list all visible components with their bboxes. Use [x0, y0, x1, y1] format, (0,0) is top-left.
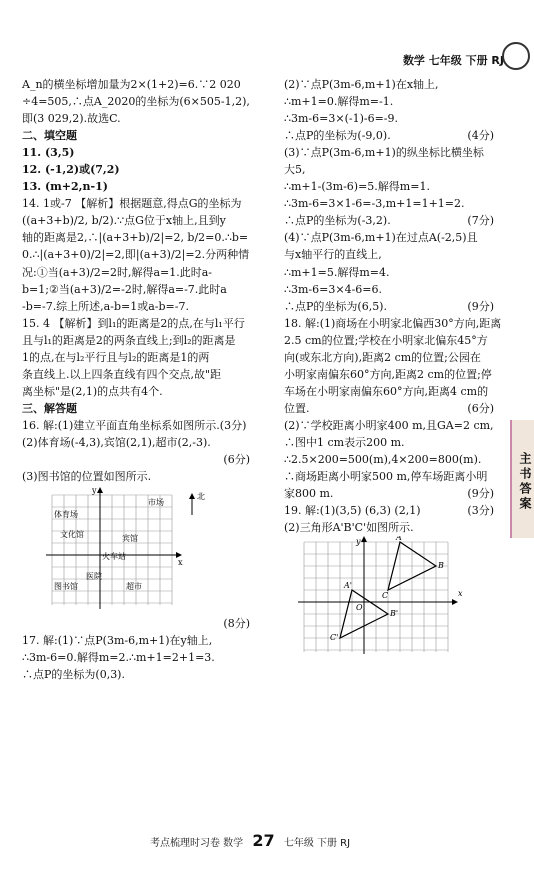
map-label: 体育场	[54, 510, 78, 520]
text-line: 18. 解:(1)商场在小明家北偏西30°方向,距离	[284, 316, 502, 330]
header-text: 数学 七年级 下册 RJ	[402, 54, 504, 67]
text-line: 14. 1或-7 【解析】根据题意,得点G的坐标为	[22, 197, 242, 211]
text-line	[284, 212, 494, 229]
text-line	[284, 298, 494, 315]
text-line: ∴3m-6=3×4-6=6.	[284, 282, 383, 296]
text: ∴点P的坐标为(-9,0).	[284, 129, 391, 143]
text-line: (2)∵点P(3m-6,m+1)在x轴上,	[284, 78, 439, 91]
text-line: 轴的距离是2,∴|(a+3+b)/2|=2, b/2=0.∴b=	[22, 231, 249, 245]
text: ∴点P的坐标为(6,5).	[284, 299, 387, 313]
text-line: 向(或东北方向),距离2 cm的位置;公园在	[284, 350, 481, 364]
text-line: 且与l₁的距离是2的两条直线上;到l₂的距离是	[22, 333, 236, 347]
text-line	[284, 400, 494, 417]
city-map	[22, 485, 250, 615]
point-label: B	[438, 561, 444, 571]
map-label: 宾馆	[122, 534, 138, 544]
point-label: A	[396, 536, 402, 543]
text-line: 离坐标"是(2,1)的点共有4个.	[22, 384, 163, 398]
score: (6分)	[223, 453, 250, 467]
map-label: 超市	[126, 582, 142, 592]
point-label: B'	[390, 609, 399, 619]
text-line: ∴m+1=0.解得m=-1.	[284, 95, 394, 109]
text-line: ((a+3+b)/2, b/2).∵点G位于x轴上,且到y	[22, 214, 226, 228]
text: 19. 解:(1)(3,5) (6,3) (2,1)	[284, 504, 421, 518]
text-line: 大5,	[284, 163, 306, 177]
text-line: 2.5 cm的位置;学校在小明家北偏东45°方	[284, 333, 488, 347]
text-line: (2)∵学校距离小明家400 m,且GA=2 cm,	[284, 418, 494, 432]
coord-grid	[284, 536, 494, 656]
axis-label: y	[356, 537, 361, 547]
answer-12: 12. (-1,2)或(7,2)	[22, 163, 120, 177]
axis-label: x	[458, 589, 463, 599]
svg-text:y: y	[92, 486, 97, 496]
section-heading: 三、解答题	[22, 401, 77, 415]
text-line: 况:①当(a+3)/2=2时,解得a=1.此时a-	[22, 265, 213, 279]
answer-13: 13. (m+2,n-1)	[22, 180, 108, 194]
score: (4分)	[467, 129, 494, 143]
section-heading: 二、填空题	[22, 129, 77, 143]
text-line: 15. 4 【解析】到l₁的距离是2的点,在与l₁平行	[22, 316, 245, 330]
score: (9分)	[467, 487, 494, 501]
score: (3分)	[467, 504, 494, 518]
origin-label: O	[356, 603, 363, 613]
text-line: 17. 解:(1)∵点P(3m-6,m+1)在y轴上,	[22, 634, 213, 648]
side-tab: 主书答案	[510, 420, 534, 538]
text-line: ∴3m-6=0.解得m=2.∴m+1=2+1=3.	[22, 651, 215, 665]
text-line: ∴3m-6=3×(-1)-6=-9.	[284, 112, 399, 126]
text-line: (3)∵点P(3m-6,m+1)的纵坐标比横坐标	[284, 146, 484, 160]
footer-left: 考点梳理时习卷 数学	[150, 838, 244, 850]
text-line: 条直线上.以上四条直线有四个交点,故"距	[22, 367, 222, 381]
text-line: 即(3 029,2).故选C.	[22, 112, 121, 126]
score: (9分)	[467, 299, 494, 313]
text-line: ∴3m-6=3×1-6=-3,m+1=1+1=2.	[284, 197, 465, 211]
text-line: A_n的横坐标增加量为2×(1+2)=6.∵2 020	[22, 78, 241, 91]
text-line: (3)图书馆的位置如图所示.	[22, 470, 152, 484]
text-line	[284, 127, 494, 144]
map-label: 火车站	[102, 552, 126, 562]
score: (8分)	[223, 617, 250, 631]
footer	[150, 829, 350, 854]
text-line: (2)体育场(-4,3),宾馆(2,1),超市(2,-3).	[22, 435, 211, 449]
text-line: 1的点,在与l₂平行且与l₂的距离是1的两	[22, 350, 210, 364]
text-line: (2)三角形A'B'C'如图所示.	[284, 521, 414, 535]
text-line: 小明家南偏东60°方向,距离2 cm的位置;停	[284, 367, 492, 381]
text: 位置.	[284, 401, 310, 415]
map-label: 市场	[148, 498, 164, 508]
map-label: 医院	[86, 572, 102, 582]
text-line: ∴2.5×200=500(m),4×200=800(m).	[284, 453, 482, 467]
score: (6分)	[467, 401, 494, 415]
text-line: b=1;②当(a+3)/2=-2时,解得a=-7.此时a	[22, 282, 227, 296]
point-label: C'	[330, 633, 339, 643]
point-label: C	[382, 591, 389, 601]
svg-text:x: x	[178, 558, 183, 568]
text-line: ∴商场距离小明家500 m,停车场距离小明	[284, 470, 488, 484]
text-line: ∴m+1=5.解得m=4.	[284, 265, 390, 279]
map-label: 北	[197, 492, 205, 502]
text-line	[284, 502, 494, 519]
triangle-graph	[284, 536, 494, 656]
page-number: 27	[252, 831, 275, 851]
map-grid	[22, 485, 250, 615]
text-line: ∴m+1-(3m-6)=5.解得m=1.	[284, 180, 430, 194]
text-line: ∴图中1 cm表示200 m.	[284, 435, 405, 449]
text-line: 0.∴|(a+3+0)/2|=2,即|(a+3)/2|=2.分两种情	[22, 248, 250, 262]
map-label: 文化馆	[60, 530, 84, 540]
right-column	[284, 76, 502, 656]
text-line: 车场在小明家南偏东60°方向,距离4 cm的	[284, 384, 489, 398]
footer-right: 七年级 下册 RJ	[283, 838, 351, 850]
score: (7分)	[467, 214, 494, 228]
text-line: ∴点P的坐标为(0,3).	[22, 668, 125, 682]
text: 家800 m.	[284, 487, 334, 501]
badge-icon	[502, 42, 530, 70]
text-line: 16. 解:(1)建立平面直角坐标系如图所示.(3分)	[22, 418, 247, 432]
text-line: 与x轴平行的直线上,	[284, 248, 382, 262]
text-line: -b=-7.综上所述,a-b=1或a-b=-7.	[22, 299, 189, 313]
point-label: A'	[344, 581, 352, 591]
answer-11: 11. (3,5)	[22, 146, 75, 160]
map-label: 图书馆	[54, 582, 78, 592]
text-line: ÷4=505,∴点A_2020的坐标为(6×505-1,2),	[22, 95, 250, 109]
text: ∴点P的坐标为(-3,2).	[284, 214, 391, 228]
text-line	[284, 485, 494, 502]
text-line: (4)∵点P(3m-6,m+1)在过点A(-2,5)且	[284, 231, 478, 245]
left-column	[22, 76, 250, 683]
